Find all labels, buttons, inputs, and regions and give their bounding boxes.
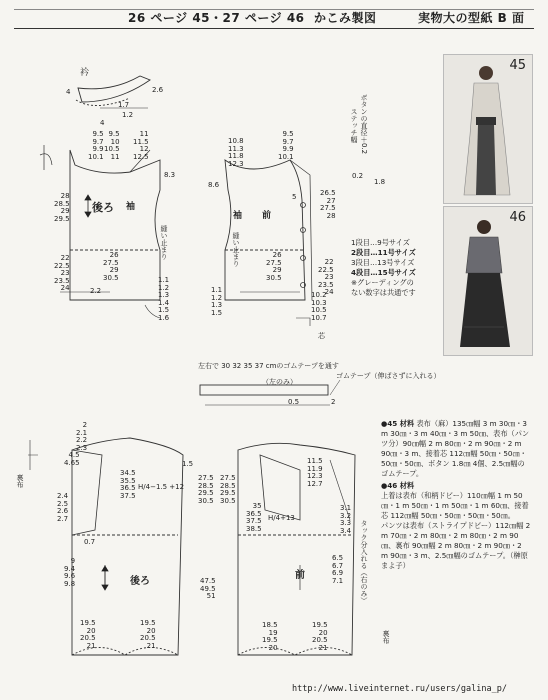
back-label: 後ろ: [92, 201, 114, 214]
pants-back-h-formula: H/4−1.5 +12: [138, 483, 185, 491]
front-hem-left: 1.1 1.2 1.3 1.5: [211, 286, 223, 317]
pants-back-crotch: 0.7: [84, 538, 96, 546]
back-hem-nums: 26 27.5 29 30.5: [103, 251, 119, 282]
photo-45-number: 45: [509, 58, 526, 73]
front-interfacing: 芯: [318, 332, 325, 340]
pants-back-left-2: 2.4 2.5 2.6 2.7: [57, 492, 69, 523]
front-mid-nums: 26 27.5 29 30.5: [266, 251, 282, 282]
model-45-figure: [444, 55, 532, 203]
collar-piece: [78, 76, 150, 102]
page-reference: 26 ページ 45・27 ページ 46: [128, 11, 305, 25]
back-hem-side: 1.1 1.2 1.3 1.4 1.5 1.6: [158, 276, 170, 322]
photo-46: [443, 206, 533, 356]
waistband-piece: [200, 385, 328, 395]
back-lower-nums: 22 22.5 23 23.5 24: [54, 254, 70, 292]
collar-measure-1: 4: [66, 88, 71, 96]
back-sleeve-label: 袖: [126, 202, 136, 212]
materials-45-text: 表布（麻）135㎝幅 3 m 30㎝・3 m 30㎝・3 m 40㎝・3 m 50㎝、表布（パンツ分）90㎝幅 2 m 80㎝・2 m 90㎝・2 m 90㎝・3 m、接着芯 112㎝幅 50㎝・50㎝・50㎝・50㎝、ボタン 1.8㎝ 4個、2.5㎝幅のゴムテープ。: [381, 419, 530, 478]
front-hem-right: 10.2 10.3 10.5 10.7: [311, 291, 327, 322]
collar-label: 衿: [80, 68, 90, 78]
size-legend-note: ない数字は共通です: [351, 288, 416, 297]
pants-back-left: 4.5 4.65: [64, 451, 80, 467]
front-sewstop: 縫い止まり: [232, 232, 240, 267]
belt-note-right: ゴムテープ（伸ばさずに入れる）: [336, 372, 441, 380]
front-pants: [238, 443, 355, 655]
pants-front-lower-right: 6.5 6.7 6.9 7.1: [332, 554, 344, 585]
front-side-nums: 26.5 27 27.5 28: [320, 189, 336, 220]
size-legend: [351, 238, 416, 298]
source-url: http://www.liveinternet.ru/users/galina_p/: [292, 684, 507, 694]
pants-front-label: 前: [295, 570, 305, 581]
belt-note-left: 左右で 30 32 35 37 cmのゴムテープを通す: [198, 362, 339, 370]
front-sleeve-label: 袖: [233, 211, 243, 221]
back-measure-22: 2.2: [90, 287, 102, 295]
collar-measure-2: 2.6: [152, 86, 164, 94]
pattern-sheet: 実物大の型紙 B 面: [418, 11, 525, 25]
model-46-figure: [444, 207, 532, 355]
back-sleeve-depth: 8.3: [164, 171, 176, 179]
photo-46-number: 46: [509, 210, 526, 225]
materials-46-jacket: 上着は表布（和柄ドビー）110㎝幅 1 m 50㎝・1 m 50㎝・1 m 50㎝・1 m 60㎝、接着芯 112㎝幅 50㎝・50㎝・50㎝・50㎝。: [381, 491, 529, 520]
pants-front-h-formula: H/4+13: [268, 514, 295, 522]
materials-46-title: ●46 材料: [381, 481, 415, 490]
pants-back-top: 2 2.1 2.2 2.3: [76, 421, 88, 452]
front-bodice: [225, 160, 305, 300]
size-legend-row: 1段目…9号サイズ: [351, 238, 410, 247]
pants-front-hip: 35 36.5 37.5 38.5: [246, 502, 262, 533]
front-measure-86: 8.6: [208, 181, 220, 189]
front-lower-nums: 22 22.5 23 23.5 24: [318, 258, 334, 296]
back-sewstop: 縫い止まり: [160, 225, 168, 260]
pants-back-hip: 34.5 35.5 36.5 37.5: [120, 469, 136, 500]
size-legend-note: ※グレーディングの: [351, 278, 414, 287]
collar-measure-4: 1.2: [122, 111, 134, 119]
pants-back-hem-2: 19.5 20 20.5 21: [140, 619, 156, 650]
pants-front-left: 27.5 28.5 29.5 30.5: [220, 474, 236, 505]
back-shoulder-nums: 9.5 9.7 9.9 10.1: [88, 130, 104, 161]
belt-note-left-2: （左のみ）: [262, 378, 297, 386]
pants-back-crotch-2: 9 9.4 9.6 9.8: [64, 557, 76, 588]
pants-back-label: 後ろ: [130, 576, 150, 587]
belt-measure-05: 0.5: [288, 398, 300, 406]
pants-front-top: 11.5 11.9 12.3 12.7: [307, 457, 323, 488]
pants-front-lower-left: 47.5 49.5 51: [200, 577, 216, 600]
button-measure-2: 1.8: [374, 178, 386, 186]
size-legend-row: 2段目…11号サイズ: [351, 248, 416, 257]
back-side-nums: 28 28.5 29 29.5: [54, 192, 70, 223]
button-measure-1: 0.2: [352, 172, 364, 180]
size-legend-row: 3段目…13号サイズ: [351, 258, 415, 267]
materials-46-pants: パンツは表布（ストライプドビー）112㎝幅 2 m 70㎝・2 m 80㎝・2 m 80㎝・2 m 90㎝、裏布 90㎝幅 2 m 80㎝・2 m 90㎝・2 m 90㎝・3 m、2.5㎝幅のゴムテープ。（榊原まよ子）: [381, 521, 531, 570]
pants-back-hem: 19.5 20 20.5 21: [80, 619, 96, 650]
back-width-nums: 11 11.5 12 12.5: [133, 130, 149, 161]
photo-45: [443, 54, 533, 204]
stitch-width: ステッチ幅: [350, 108, 358, 143]
materials-block: [381, 419, 531, 571]
front-label: 前: [262, 211, 272, 221]
pants-front-lining: 裏布: [382, 630, 390, 644]
front-measure-5: 5: [292, 193, 297, 201]
pants-back-waist: 1.5: [182, 460, 194, 468]
front-top-nums-2: 9.5 9.7 9.9 10.1: [278, 130, 294, 161]
collar-measure-5: 4: [100, 119, 105, 127]
pants-front-hem-2: 19.5 20 20.5 21: [312, 621, 328, 652]
pants-front-tuck: タック分入れる（右のみ）: [360, 520, 368, 604]
pants-front-right: 3.1 3.2 3.3 3.4: [340, 504, 352, 535]
pants-front-hem: 18.5 19 19.5 20: [262, 621, 278, 652]
back-neck-nums: 9.5 10 10.5 11: [104, 130, 120, 161]
collar-measure-3: 1.7: [118, 101, 130, 109]
pants-back-lining: 裏布: [16, 474, 24, 488]
materials-45-title: ●45 材料: [381, 419, 415, 428]
front-top-nums: 10.8 11.3 11.8 12.3: [228, 137, 244, 168]
button-note: ボタンの直径＋0.2: [360, 94, 368, 155]
pants-back-rise: 27.5 28.5 29.5 30.5: [198, 474, 214, 505]
size-legend-row: 4段目…15号サイズ: [351, 268, 416, 277]
belt-measure-2: 2: [331, 398, 336, 406]
page-title: かこみ製図: [314, 11, 377, 25]
